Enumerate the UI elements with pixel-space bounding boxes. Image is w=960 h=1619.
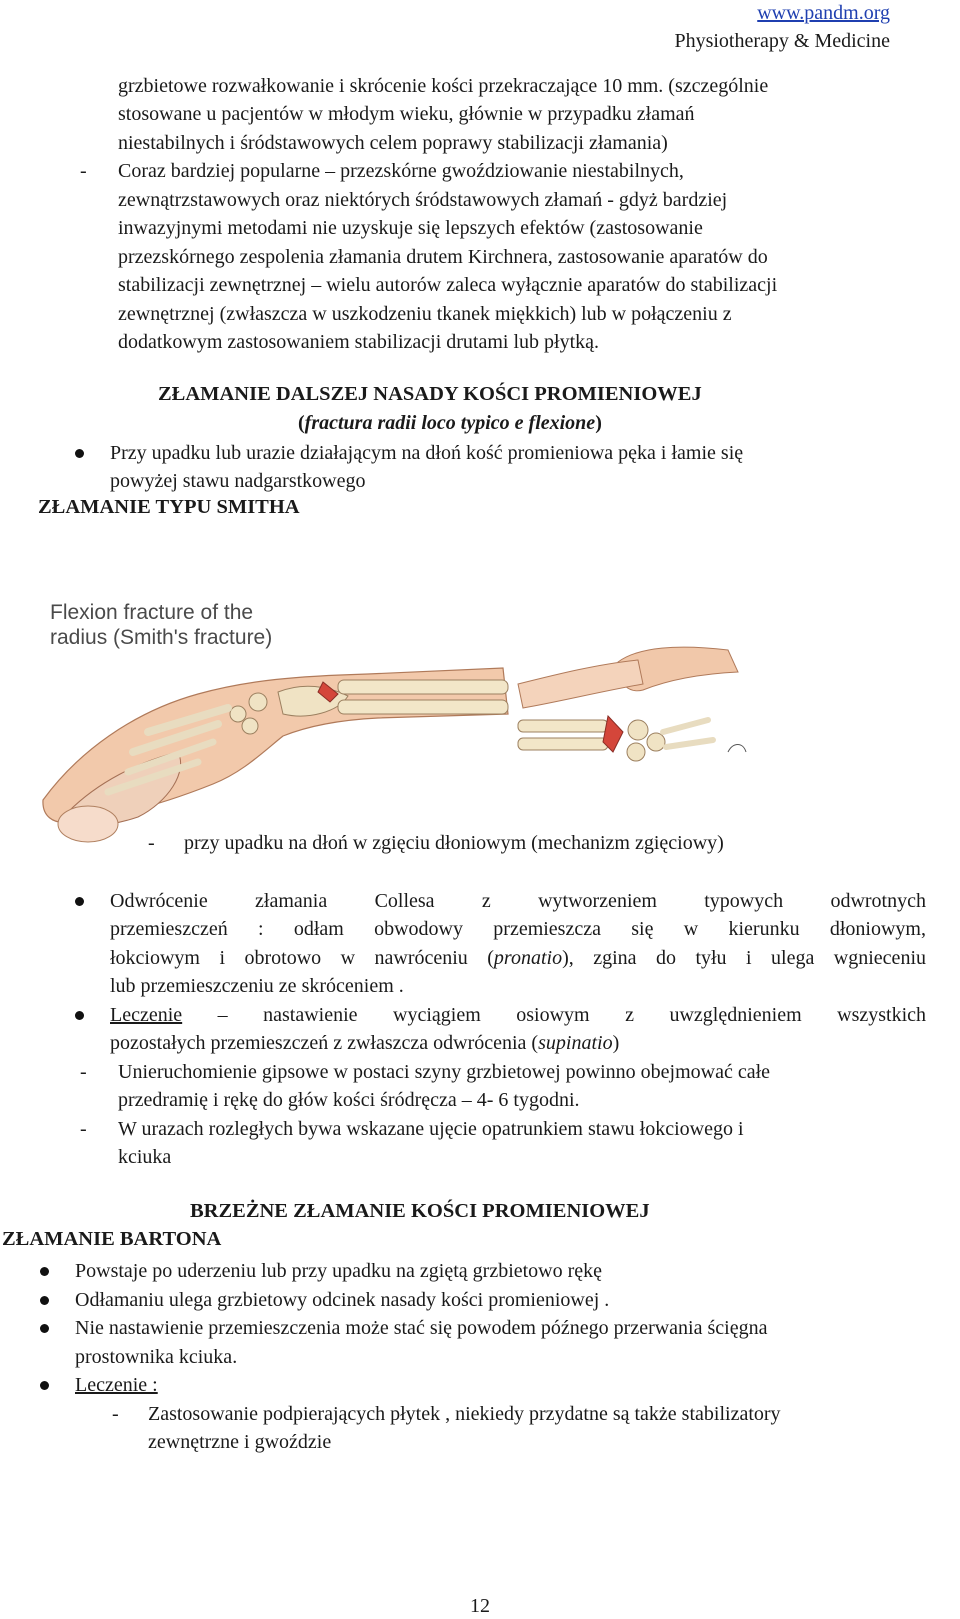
section2-treatment-line-2: zewnętrzne i gwoździe [148,1431,332,1453]
intro-dash-line-6: zewnętrznej (zwłaszcza w uszkodzeniu tkanek miękkich) lub w połączeniu z [118,303,732,325]
intro-dash-line-5: stabilizacji zewnętrznej – wielu autorów zaleca wyłącznie aparatów do stabilizacji [118,274,778,296]
bullet-dot [75,1011,84,1020]
smith-fracture-illustration [38,602,766,852]
section2-bullet-2: Odłamaniu ulega grzbietowy odcinek nasady kości promieniowej . [75,1289,610,1311]
intro-dash-line-4: przezskórnego zespolenia złamania drutem Kirchnera, zastosowanie aparatów do [118,246,768,268]
bullet-dot [40,1324,49,1333]
header-subtitle: Physiotherapy & Medicine [674,30,890,52]
smith-title: ZŁAMANIE TYPU SMITHA [38,496,300,518]
bullet-dot [75,449,84,458]
smith-b1-line-1: Odwrócenie złamania Collesa z wytworzeniem typowych odwrotnych [110,890,926,912]
smith-mechanism: przy upadku na dłoń w zgięciu dłoniowym (mechanizm zgięciowy) [184,832,724,854]
section2-subtitle: ZŁAMANIE BARTONA [2,1228,222,1250]
figure-caption-2: radius (Smith's fracture) [50,626,273,649]
header-link[interactable]: www.pandm.org [757,2,890,24]
dash-marker: - [80,1118,87,1140]
intro-dash-line-7: dodatkowym zastosowaniem stabilizacji drutami lub płytką. [118,331,600,353]
dash-marker: - [80,1061,87,1083]
bullet-dot [40,1381,49,1390]
section2-title: BRZEŻNE ZŁAMANIE KOŚCI PROMIENIOWEJ [190,1200,650,1222]
dash-marker: - [148,832,155,854]
figure-caption-1: Flexion fracture of the [50,602,254,624]
smith-b2-line-2: pozostałych przemieszczeń z zwłaszcza odwrócenia (supinatio) [110,1032,620,1054]
section2-bullet-1: Powstaje po uderzeniu lub przy upadku na zgiętą grzbietowo rękę [75,1260,603,1282]
section2-bullet-3-line-1: Nie nastawienie przemieszczenia może stać się powodem późnego przerwania ścięgna [75,1317,768,1339]
smith-b1-line-3: łokciowym i obrotowo w nawróceniu (pronatio), zgina do tyłu i ulega wgnieceniu [110,947,926,969]
dash-marker: - [80,160,87,182]
intro-dash-line-1: Coraz bardziej popularne – przezskórne gwoździowanie niestabilnych, [118,160,684,182]
section2-bullet-3-line-2: prostownika kciuka. [75,1346,238,1368]
section2-treatment-label: Leczenie : [75,1374,158,1396]
smith-dash2-line-2: kciuka [118,1146,172,1168]
intro-line-2: stosowane u pacjentów w młodym wieku, głównie w przypadku złamań [118,103,695,125]
section2-treatment-line-1: Zastosowanie podpierających płytek , niekiedy przydatne są także stabilizatory [148,1403,781,1425]
smith-dash1-line-1: Unieruchomienie gipsowe w postaci szyny grzbietowej powinno obejmować całe [118,1061,771,1083]
section1-bullet-line-2: powyżej stawu nadgarstkowego [110,470,366,492]
section1-latin: (fractura radii loco typico e flexione) [298,412,602,434]
dash-marker: - [112,1403,119,1425]
intro-line-3: niestabilnych i śródstawowych celem poprawy stabilizacji złamania) [118,132,668,154]
smith-dash1-line-2: przedramię i rękę do głów kości śródręcza – 4- 6 tygodni. [118,1089,580,1111]
section1-title: ZŁAMANIE DALSZEJ NASADY KOŚCI PROMIENIOWEJ [158,383,702,405]
intro-dash-line-2: zewnątrzstawowych oraz niektórych śródstawowych złamań - gdyż bardziej [118,189,728,211]
intro-line-1: grzbietowe rozwałkowanie i skrócenie kości przekraczające 10 mm. (szczególnie [118,75,769,97]
smith-b2-line-1: Leczenie – nastawienie wyciągiem osiowym z uwzględnieniem wszystkich [110,1004,926,1026]
bullet-dot [40,1267,49,1276]
intro-dash-line-3: inwazyjnymi metodami nie uzyskuje się lepszych efektów (zastosowanie [118,217,703,239]
smith-b1-line-4: lub przemieszczeniu ze skróceniem . [110,975,404,997]
page-number: 12 [470,1595,490,1617]
bullet-dot [75,897,84,906]
smith-b1-line-2: przemieszczeń : odłam obwodowy przemieszcza się w kierunku dłoniowym, [110,918,926,940]
smith-dash2-line-1: W urazach rozległych bywa wskazane ujęcie opatrunkiem stawu łokciowego i [118,1118,744,1140]
bullet-dot [40,1296,49,1305]
section1-bullet-line-1: Przy upadku lub urazie działającym na dłoń kość promieniowa pęka i łamie się [110,442,744,464]
